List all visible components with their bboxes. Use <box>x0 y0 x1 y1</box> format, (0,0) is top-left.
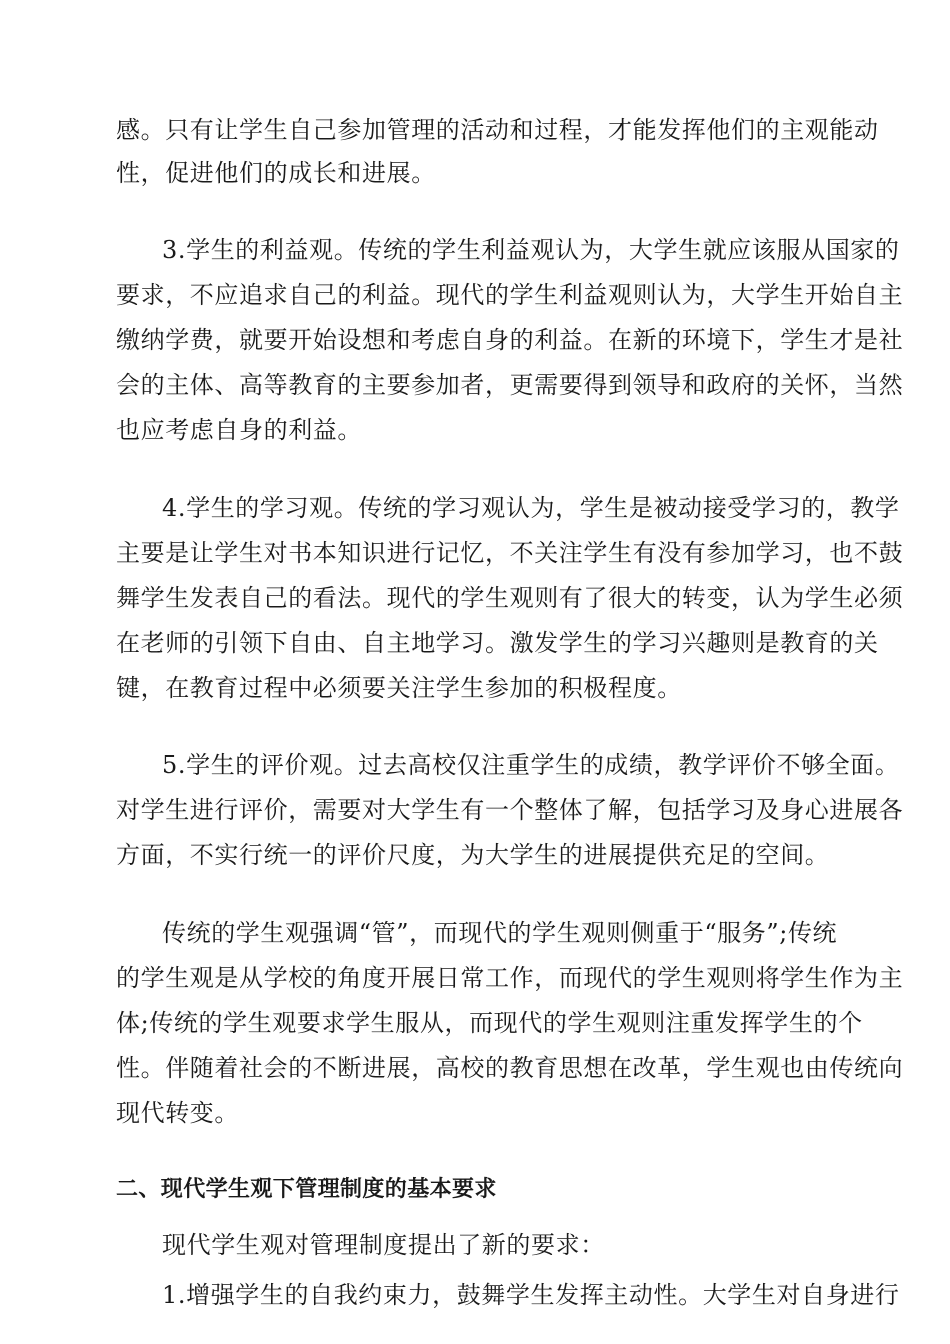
text-line: 性，促进他们的成长和进展。 <box>116 159 436 187</box>
text-line: 的学生观是从学校的角度开展日常工作，而现代的学生观则将学生作为主 <box>116 964 904 992</box>
text-line: 4.学生的学习观。传统的学习观认为，学生是被动接受学习的，教学 <box>162 494 900 522</box>
text-line: 体;传统的学生观要求学生服从，而现代的学生观则注重发挥学生的个 <box>116 1009 863 1037</box>
text-line: 感。只有让学生自己参加管理的活动和过程，才能发挥他们的主观能动 <box>116 116 879 144</box>
text-line: 也应考虑自身的利益。 <box>116 416 362 444</box>
text-line: 键，在教育过程中必须要关注学生参加的积极程度。 <box>116 674 682 702</box>
text-line: 1.增强学生的自我约束力，鼓舞学生发挥主动性。大学生对自身进行 <box>162 1281 900 1309</box>
text-line: 缴纳学费，就要开始设想和考虑自身的利益。在新的环境下，学生才是社 <box>116 326 904 354</box>
text-line: 现代转变。 <box>116 1099 239 1127</box>
text-line: 5.学生的评价观。过去高校仅注重学生的成绩，教学评价不够全面。 <box>162 751 900 779</box>
text-line: 要求，不应追求自己的利益。现代的学生利益观则认为，大学生开始自主 <box>116 281 904 309</box>
text-line: 传统的学生观强调“管”，而现代的学生观则侧重于“服务”;传统 <box>162 919 838 947</box>
text-line: 方面，不实行统一的评价尺度，为大学生的进展提供充足的空间。 <box>116 841 830 869</box>
text-line: 会的主体、高等教育的主要参加者，更需要得到领导和政府的关怀，当然 <box>116 371 904 399</box>
text-line: 舞学生发表自己的看法。现代的学生观则有了很大的转变，认为学生必须 <box>116 584 904 612</box>
text-line: 主要是让学生对书本知识进行记忆，不关注学生有没有参加学习，也不鼓 <box>116 539 904 567</box>
text-line: 在老师的引领下自由、自主地学习。激发学生的学习兴趣则是教育的关 <box>116 629 879 657</box>
text-line: 现代学生观对管理制度提出了新的要求： <box>162 1231 605 1259</box>
section-heading: 二、现代学生观下管理制度的基本要求 <box>116 1177 497 1202</box>
text-line: 性。伴随着社会的不断进展，高校的教育思想在改革，学生观也由传统向 <box>116 1054 904 1082</box>
text-line: 3.学生的利益观。传统的学生利益观认为，大学生就应该服从国家的 <box>162 236 900 264</box>
text-line: 对学生进行评价，需要对大学生有一个整体了解，包括学习及身心进展各 <box>116 796 904 824</box>
